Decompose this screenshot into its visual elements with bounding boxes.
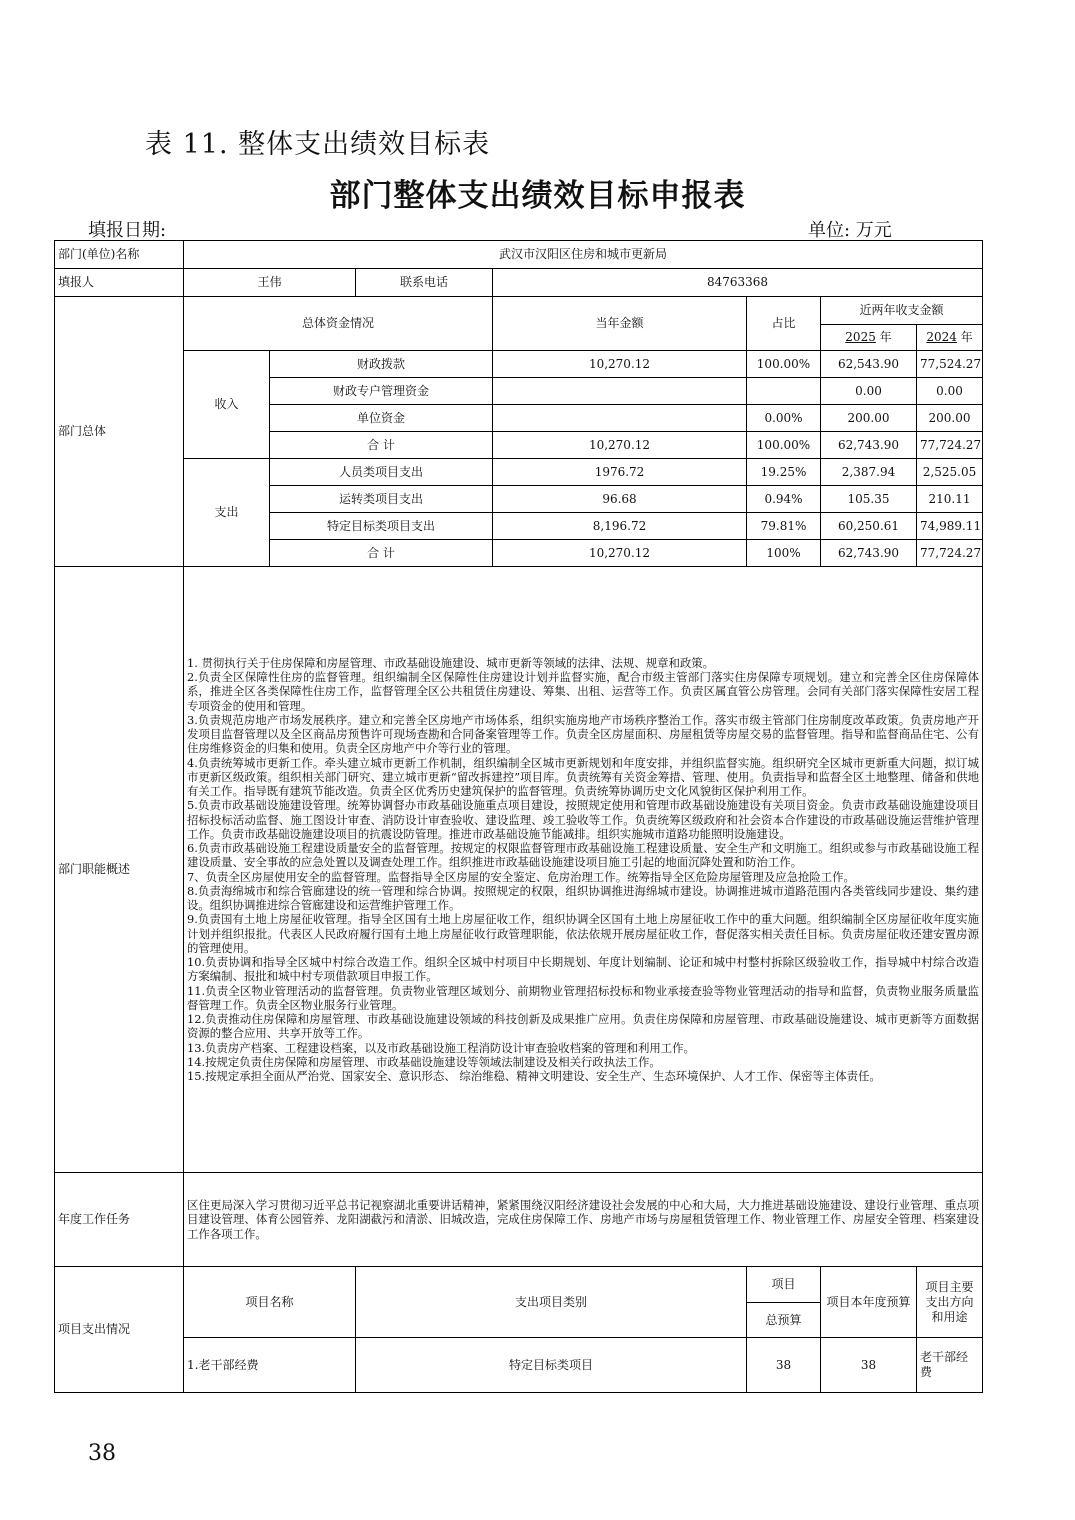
income-total-amount: 10,270.12 (493, 432, 747, 459)
expense-2024: 2,525.05 (917, 459, 983, 486)
unit-label: 单位: 万元 (808, 220, 892, 241)
income-ratio: 100.00% (747, 351, 821, 378)
expense-2024: 74,989.11 (917, 513, 983, 540)
expense-2025: 105.35 (821, 486, 917, 513)
income-amount (493, 405, 747, 432)
income-item: 单位资金 (270, 405, 493, 432)
annual-budget-header: 项目本年度预算 (821, 1267, 917, 1338)
project-category-header: 支出项目类别 (356, 1267, 747, 1338)
year-2025-header: 2025 年 (821, 325, 917, 351)
income-label: 收入 (184, 351, 270, 459)
performance-target-table (54, 240, 983, 1393)
income-2024: 77,524.27 (917, 351, 983, 378)
project-name-header: 项目名称 (184, 1267, 356, 1338)
expense-item: 特定目标类项目支出 (270, 513, 493, 540)
income-item: 财政专户管理资金 (270, 378, 493, 405)
total-budget-header: 总预算 (747, 1303, 821, 1338)
income-2025: 0.00 (821, 378, 917, 405)
duty-item: 2.负责全区保障性住房的监督管理。组织编制全区保障性住房建设计划并监督实施，配合市级主管部门落实住房保障专项规划。建立和完善全区住房保障体系，推进全区各类保障性住房工作，监督管理全区公共租赁住房建设、筹集、出租、运营等工作。负责区属直管公房管理。会同有关部门落实保障性安居工程专项资金的使用和管理。 (187, 670, 980, 713)
income-total-2024: 77,724.27 (917, 432, 983, 459)
project-purpose: 老干部经费 (917, 1338, 983, 1393)
duty-item: 13.负责房产档案、工程建设档案，以及市政基础设施工程消防设计审查验收档案的管理和利用工作。 (187, 1040, 695, 1055)
duty-item: 6.负责市政基础设施工程建设质量安全的监督管理。按规定的权限监督管理市政基础设施工程建设质量、安全生产和文明施工。组织或参与市政基础设施工程建设质量、安全事故的应急处置以及调查处理工作。组织推进市政基础设施建设项目施工引起的地面沉降处置和防治工作。 (187, 841, 980, 870)
expense-ratio: 79.81% (747, 513, 821, 540)
phone-label: 联系电话 (356, 269, 493, 297)
purpose-header: 项目主要支出方向和用途 (917, 1267, 983, 1338)
dept-name-value: 武汉市汉阳区住房和城市更新局 (184, 241, 983, 269)
filler-label: 填报人 (55, 269, 184, 297)
projects-label: 项目支出情况 (55, 1267, 184, 1393)
current-amount-header: 当年金额 (493, 297, 747, 351)
income-item: 财政拨款 (270, 351, 493, 378)
duties-label: 部门职能概述 (55, 567, 184, 1173)
annual-task-label: 年度工作任务 (55, 1173, 184, 1267)
income-total-label: 合 计 (270, 432, 493, 459)
duty-item: 15.按规定承担全面从严治党、国家安全、意识形态、 综治维稳、精神文明建设、安全生产、生态环境保护、人才工作、保密等主体责任。 (187, 1069, 881, 1083)
project-name: 1.老干部经费 (184, 1338, 356, 1393)
expense-total-label: 合 计 (270, 540, 493, 567)
expense-total-2025: 62,743.90 (821, 540, 917, 567)
expense-item: 人员类项目支出 (270, 459, 493, 486)
fill-date-label: 填报日期: (88, 220, 167, 241)
overall-label: 部门总体 (55, 297, 184, 567)
duty-item: 5.负责市政基础设施建设管理。统筹协调督办市政基础设施重点项目建设，按照规定使用和管理市政基础设施建设有关项目资金。负责市政基础设施建设项目招标投标活动监督、施工图设计审查、消防设计审查验收、建设监理、竣工验收等工作。负责统筹区级政府和社会资本合作建设的市政基础设施运营维护管理工作。负责市政基础设施建设项目的抗震设防管理。推进市政基础设施节能减排。组织实施城市道路功能照明设施建设。 (187, 798, 980, 841)
duty-item: 12.负责推动住房保障和房屋管理、市政基础设施建设领域的科技创新及成果推广应用。负责住房保障和房屋管理、市政基础设施建设、城市更新等方面数据资源的整合应用、共享开放等工作。 (187, 1012, 980, 1041)
project-category: 特定目标类项目 (356, 1338, 747, 1393)
duty-item: 4.负责统筹城市更新工作。牵头建立城市更新工作机制，组织编制全区城市更新规划和年度安排，并组织监督实施。组织研究全区城市更新重大问题，拟订城市更新区级政策。组织相关部门研究、建立城市更新“留改拆建控”项目库。负责统筹有关资金筹措、管理、使用。负责指导和监督全区土地整理、储备和供地有关工作。指导既有建筑节能改造。负责全区优秀历史建筑保护的监督管理。负责统筹协调历史文化风貌街区保护利用工作。 (187, 755, 980, 798)
duty-item: 1. 贯彻执行关于住房保障和房屋管理、市政基础设施建设、城市更新等领域的法律、法规、规章和政策。 (187, 655, 715, 670)
income-2024: 0.00 (917, 378, 983, 405)
income-amount: 10,270.12 (493, 351, 747, 378)
duty-item: 3.负责规范房地产市场发展秩序。建立和完善全区房地产市场体系，组织实施房地产市场秩序整治工作。落实市级主管部门住房制度改革政策。负责房地产开发项目监督管理以及全区商品房预售许可现场查勘和合同备案管理等工作。负责全区房屋面积、房屋租赁等房屋交易的监督管理。指导和监督商品住宅、公有住房维修资金的归集和使用。负责全区房地产中介等行业的管理。 (187, 712, 980, 756)
expense-total-ratio: 100% (747, 540, 821, 567)
expense-amount: 8,196.72 (493, 513, 747, 540)
income-2024: 200.00 (917, 405, 983, 432)
expense-2025: 60,250.61 (821, 513, 917, 540)
duties-content (184, 567, 983, 1173)
duty-item: 9.负责国有土地上房屋征收管理。指导全区国有土地上房屋征收工作，组织协调全区国有土地上房屋征收工作中的重大问题。组织编制全区房屋征收年度实施计划并组织报批。代表区人民政府履行国有土地上房屋征收行政管理职能，依法依规开展房屋征收工作，督促落实相关责任目标。负责房屋征收还建安置房源的管理使用。 (187, 912, 980, 955)
ratio-header: 占比 (747, 297, 821, 351)
funds-overview-header: 总体资金情况 (184, 297, 493, 351)
project-total-budget: 38 (747, 1338, 821, 1393)
income-2025: 62,543.90 (821, 351, 917, 378)
expense-ratio: 0.94% (747, 486, 821, 513)
expense-ratio: 19.25% (747, 459, 821, 486)
income-ratio (747, 378, 821, 405)
income-amount (493, 378, 747, 405)
expense-amount: 1976.72 (493, 459, 747, 486)
duty-item: 8.负责海绵城市和综合管廊建设的统一管理和综合协调。按照规定的权限，组织协调推进海绵城市建设。协调推进城市道路范围内各类管线同步建设、集约建设。组织协调推进综合管廊建设和运营维护管理工作。 (187, 883, 980, 912)
recent-two-years-header: 近两年收支金额 (821, 297, 983, 325)
expense-total-amount: 10,270.12 (493, 540, 747, 567)
income-total-2025: 62,743.90 (821, 432, 917, 459)
income-total-ratio: 100.00% (747, 432, 821, 459)
duty-item: 11.负责全区物业管理活动的监督管理。负责物业管理区域划分、前期物业管理招标投标和物业承接查验等物业管理活动的指导和监督，负责物业服务质量监督管理工作。负责全区物业服务行业管理。 (187, 983, 980, 1012)
year-2024-header: 2024 年 (917, 325, 983, 351)
phone-value: 84763368 (493, 269, 983, 297)
expense-total-2024: 77,724.27 (917, 540, 983, 567)
document-title: 部门整体支出绩效目标申报表 (329, 178, 746, 214)
annual-task-content: 区住更局深入学习贯彻习近平总书记视察湖北重要讲话精神，紧紧围绕汉阳经济建设社会发展的中心和大局，大力推进基础设施建设、建设行业管理、重点项目建设管理、体育公园管养、龙阳湖截污和清淤、旧城改造，完成住房保障工作、房地产市场与房屋租赁管理工作、物业管理工作、房屋安全管理、档案建设工作各项工作。 (184, 1173, 983, 1267)
expense-item: 运转类项目支出 (270, 486, 493, 513)
caption: 表 11. 整体支出绩效目标表 (145, 129, 491, 160)
project-header: 项目 (747, 1267, 821, 1303)
duty-item: 10.负责协调和指导全区城中村综合改造工作。组织全区城中村项目中长期规划、年度计划编制、论证和城中村整村拆除区级验收工作，指导城中村综合改造方案编制、报批和城中村专项借款项目申报工作。 (187, 955, 980, 984)
dept-name-label: 部门(单位)名称 (55, 241, 184, 269)
expense-2025: 2,387.94 (821, 459, 917, 486)
expense-2024: 210.11 (917, 486, 983, 513)
project-annual-budget: 38 (821, 1338, 917, 1393)
duty-item: 14.按规定负责住房保障和房屋管理、市政基础设施建设等领域法制建设及相关行政执法工作。 (187, 1054, 661, 1069)
income-ratio: 0.00% (747, 405, 821, 432)
duty-item: 7、负责全区房屋使用安全的监督管理。监督指导全区房屋的安全鉴定、危房治理工作。统筹指导全区危险房屋管理及应急抢险工作。 (187, 869, 855, 884)
income-2025: 200.00 (821, 405, 917, 432)
page-number: 38 (88, 1441, 116, 1466)
expense-label: 支出 (184, 459, 270, 567)
expense-amount: 96.68 (493, 486, 747, 513)
filler-value: 王伟 (184, 269, 356, 297)
